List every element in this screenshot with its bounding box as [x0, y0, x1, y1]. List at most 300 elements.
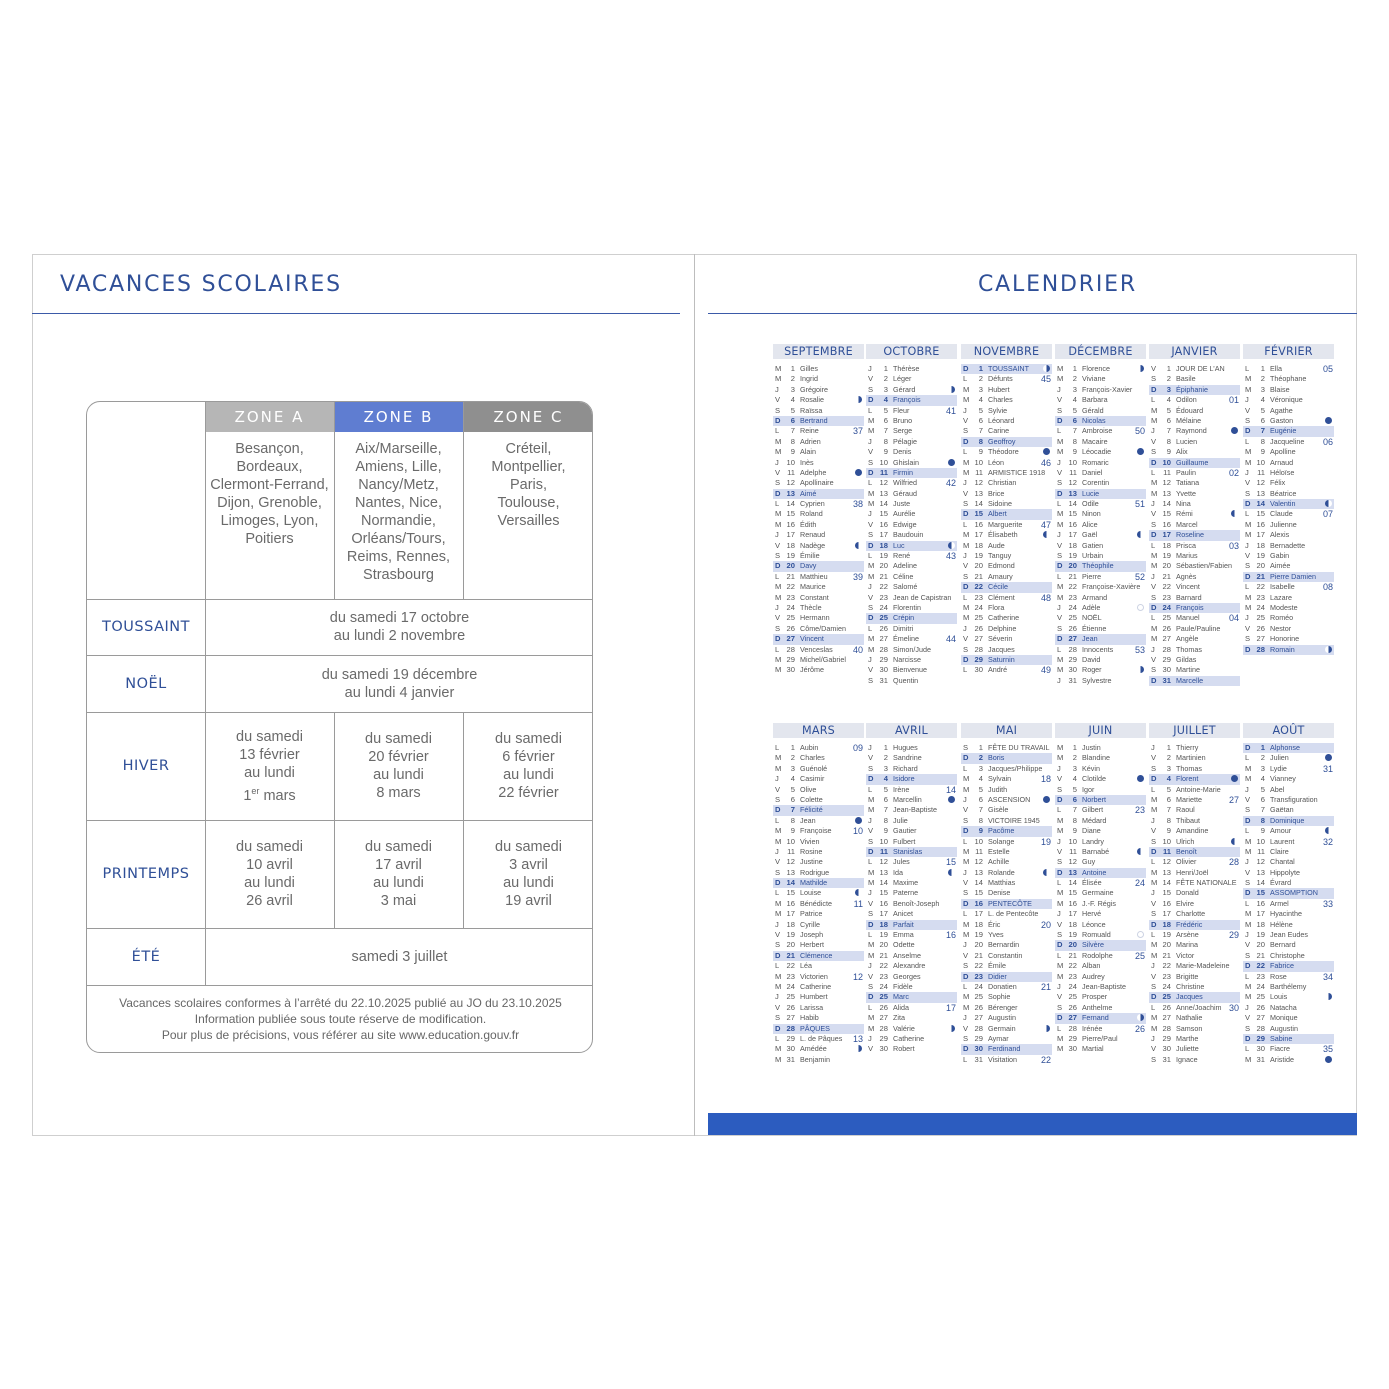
day-row [773, 520, 864, 530]
saint-name: David [1082, 654, 1101, 664]
day-row [1055, 655, 1146, 665]
day-row [961, 645, 1052, 655]
weekday-letter: M [1057, 374, 1064, 384]
saint-name: Amandine [1176, 826, 1209, 836]
day-row [961, 774, 1052, 784]
weekday-letter: M [963, 774, 970, 784]
weekday-letter: J [775, 774, 779, 784]
day-number: 6 [1072, 794, 1077, 804]
saint-name: Gilles [800, 364, 818, 373]
day-number: 12 [1068, 857, 1077, 867]
saint-name: Françoise-Xavière [1082, 582, 1141, 592]
footnote-line: Pour plus de précisions, vous référer au site www.education.gouv.fr [161, 1028, 520, 1042]
saint-name: Rodrigue [800, 867, 830, 877]
day-number: 27 [879, 634, 888, 644]
day-row [866, 458, 957, 468]
day-number: 14 [974, 499, 983, 509]
weekday-letter: J [1057, 457, 1061, 467]
weekday-letter: M [1057, 582, 1064, 592]
day-number: 15 [879, 509, 888, 519]
sunday-row [1149, 774, 1240, 784]
day-row [961, 468, 1052, 478]
saint-name: Christian [988, 478, 1017, 488]
weekday-letter: V [1245, 1013, 1251, 1023]
week-number: 30 [1228, 1002, 1239, 1013]
saint-name: Marie-Madeleine [1176, 961, 1230, 971]
weekday-letter: M [868, 426, 875, 436]
saint-name: Saturnin [988, 654, 1015, 664]
day-number: 22 [1256, 961, 1265, 971]
day-number: 21 [786, 950, 795, 960]
weekday-letter: J [963, 478, 967, 488]
day-number: 24 [1068, 602, 1077, 612]
day-row [1149, 395, 1240, 405]
saint-name: Denis [893, 447, 912, 457]
saint-name: Odile [1082, 499, 1099, 509]
weekday-letter: S [775, 478, 781, 488]
weekday-letter: S [1245, 561, 1251, 571]
saint-name: Ferdinand [988, 1044, 1021, 1054]
weekday-letter: L [1057, 499, 1062, 509]
weekday-letter: M [963, 467, 970, 477]
day-number: 16 [786, 898, 795, 908]
saint-name: Gautier [893, 826, 917, 836]
saint-name: Aimée [1270, 561, 1291, 571]
weekday-letter: S [775, 1013, 781, 1023]
saint-name: Pierre/Paul [1082, 1033, 1118, 1043]
day-row [961, 1003, 1052, 1013]
day-number: 9 [883, 826, 888, 836]
week-number: 10 [852, 826, 863, 837]
day-number: 19 [1256, 930, 1265, 940]
week-number: 23 [1134, 805, 1145, 816]
weekday-letter: D [775, 950, 781, 960]
weekday-letter: D [868, 540, 874, 550]
saint-name: Macaire [1082, 436, 1108, 446]
day-row [961, 489, 1052, 499]
day-row [1149, 582, 1240, 592]
week-number: 52 [1134, 571, 1145, 582]
saint-name: Odilon [1176, 395, 1197, 405]
day-number: 1 [790, 364, 795, 373]
month-days [1149, 364, 1240, 686]
school-holidays-table [86, 401, 593, 1053]
saint-name: Léger [893, 374, 912, 384]
month-days [1149, 743, 1240, 1065]
saint-name: Jean de Capistran [893, 592, 952, 602]
weekday-letter: J [1245, 857, 1249, 867]
saint-name: Clément [988, 592, 1015, 602]
weekday-letter: S [1151, 763, 1157, 773]
printemps-zone-a: du samedi 10 avril au lundi 26 avril [236, 839, 303, 909]
day-number: 12 [974, 857, 983, 867]
weekday-letter: L [868, 623, 873, 633]
saint-name: Benoît-Joseph [893, 898, 940, 908]
saint-name: Fernand [1082, 1013, 1109, 1023]
saint-name: Constant [800, 592, 829, 602]
saint-name: Ambroise [1082, 426, 1113, 436]
saint-name: Défunts [988, 374, 1013, 384]
day-number: 7 [978, 426, 983, 436]
weekday-letter: J [1057, 763, 1061, 773]
saint-name: Arsène [1176, 930, 1199, 940]
day-number: 31 [1256, 1054, 1265, 1064]
day-row [1149, 1003, 1240, 1013]
weekday-letter: L [1057, 950, 1062, 960]
saint-name: Honorine [1270, 634, 1300, 644]
weekday-letter: S [963, 1033, 969, 1043]
saint-name: Gaston [1270, 415, 1294, 425]
day-row [1055, 826, 1146, 836]
month-header: FÉVRIER [1243, 344, 1334, 359]
day-row [1149, 447, 1240, 457]
weekday-letter: L [775, 426, 780, 436]
day-number: 25 [1068, 992, 1077, 1002]
weekday-letter: D [1245, 888, 1251, 898]
saint-name: Rémi [1176, 509, 1193, 519]
day-row [1243, 1055, 1334, 1065]
day-number: 7 [790, 805, 795, 815]
month-days [961, 743, 1052, 1065]
day-number: 29 [1162, 654, 1171, 664]
month-header: AOÛT [1243, 723, 1334, 738]
hiver-label: HIVER [122, 758, 170, 774]
day-number: 5 [1072, 784, 1077, 794]
weekday-letter: D [1151, 992, 1157, 1002]
day-row [773, 847, 864, 857]
saint-name: Jean [1082, 634, 1098, 644]
moon-phase-icon [948, 869, 955, 876]
weekday-letter: L [775, 1033, 780, 1043]
day-number: 23 [1162, 971, 1171, 981]
day-number: 18 [879, 540, 888, 550]
saint-name: Simon/Jude [893, 644, 931, 654]
sunday-row [1243, 645, 1334, 655]
day-number: 7 [978, 805, 983, 815]
moon-phase-icon [948, 1025, 955, 1032]
weekday-letter: M [1245, 919, 1252, 929]
day-number: 5 [1166, 784, 1171, 794]
day-row [1055, 613, 1146, 623]
saint-name: Larissa [800, 1002, 824, 1012]
saint-name: Adrien [800, 436, 821, 446]
weekday-letter: V [868, 374, 874, 384]
day-row [961, 374, 1052, 384]
day-number: 26 [1256, 1002, 1265, 1012]
day-number: 8 [883, 436, 888, 446]
weekday-letter: J [1057, 602, 1061, 612]
saint-name: Paule/Pauline [1176, 623, 1221, 633]
day-row [961, 603, 1052, 613]
day-row [866, 499, 957, 509]
weekday-letter: J [963, 1013, 967, 1023]
day-row [1149, 551, 1240, 561]
zone-b-header: ZONE B [334, 402, 463, 432]
day-number: 6 [978, 415, 983, 425]
day-row [1149, 930, 1240, 940]
saint-name: Geoffroy [988, 436, 1016, 446]
day-number: 27 [1162, 634, 1171, 644]
day-row [1055, 499, 1146, 509]
saint-name: Albert [988, 509, 1007, 519]
saint-name: Roméo [1270, 613, 1294, 623]
day-row [1055, 395, 1146, 405]
day-number: 28 [1256, 644, 1265, 654]
day-row [773, 603, 864, 613]
saint-name: Elvire [1176, 898, 1194, 908]
day-row [1243, 857, 1334, 867]
saint-name: Christophe [1270, 950, 1305, 960]
saint-name: Donatien [988, 981, 1017, 991]
weekday-letter: S [1245, 878, 1251, 888]
weekday-letter: M [775, 763, 782, 773]
saint-name: Thierry [1176, 743, 1199, 752]
day-number: 26 [1068, 1002, 1077, 1012]
day-row [866, 816, 957, 826]
day-row [961, 878, 1052, 888]
day-row [1243, 992, 1334, 1002]
saint-name: Alban [1082, 961, 1101, 971]
day-row [1149, 940, 1240, 950]
weekday-letter: L [963, 374, 968, 384]
saint-name: Sébastien/Fabien [1176, 561, 1232, 571]
day-number: 24 [879, 981, 888, 991]
weekday-letter: V [868, 826, 874, 836]
weekday-letter: J [1057, 909, 1061, 919]
day-number: 18 [1068, 919, 1077, 929]
saint-name: Agnès [1176, 571, 1197, 581]
day-number: 22 [1256, 582, 1265, 592]
weekday-letter: V [1245, 623, 1251, 633]
weekday-letter: J [1151, 426, 1155, 436]
saint-name: Théodore [988, 447, 1019, 457]
sunday-row [773, 1024, 864, 1034]
weekday-letter: S [1245, 415, 1251, 425]
day-number: 20 [786, 940, 795, 950]
saint-name: Daniel [1082, 467, 1103, 477]
weekday-letter: D [775, 561, 781, 571]
day-number: 18 [1256, 919, 1265, 929]
day-number: 25 [1162, 613, 1171, 623]
weekday-letter: S [963, 571, 969, 581]
weekday-letter: V [1151, 753, 1157, 763]
day-row [866, 1013, 957, 1023]
saint-name: Amédée [800, 1044, 827, 1054]
saint-name: Hubert [988, 384, 1010, 394]
weekday-letter: L [1057, 805, 1062, 815]
day-row [1055, 385, 1146, 395]
saint-name: Jean [800, 815, 816, 825]
day-number: 27 [974, 634, 983, 644]
weekday-letter: S [868, 530, 874, 540]
saint-name: Clémence [800, 950, 833, 960]
month-days [1243, 743, 1334, 1065]
week-number: 01 [1228, 395, 1239, 406]
day-number: 25 [1256, 992, 1265, 1002]
saint-name: Évrard [1270, 878, 1292, 888]
day-number: 1 [1166, 364, 1171, 373]
weekday-letter: V [1245, 405, 1251, 415]
saint-name: Silvère [1082, 940, 1104, 950]
day-number: 24 [1068, 981, 1077, 991]
day-number: 23 [1256, 592, 1265, 602]
day-row [866, 437, 957, 447]
day-row [866, 489, 957, 499]
day-number: 5 [883, 784, 888, 794]
day-number: 11 [879, 846, 888, 856]
weekday-letter: D [868, 467, 874, 477]
saint-name: Jean-Baptiste [1082, 981, 1126, 991]
saint-name: Diane [1082, 826, 1101, 836]
day-number: 31 [786, 1054, 795, 1064]
weekday-letter: M [775, 447, 782, 457]
sunday-row [1243, 426, 1334, 436]
day-row [866, 826, 957, 836]
sunday-row [866, 468, 957, 478]
weekday-letter: M [963, 457, 970, 467]
day-number: 13 [879, 488, 888, 498]
day-number: 24 [786, 602, 795, 612]
day-row [1055, 878, 1146, 888]
weekday-letter: J [963, 623, 967, 633]
day-number: 12 [974, 478, 983, 488]
weekday-letter: J [1151, 499, 1155, 509]
day-number: 14 [1256, 878, 1265, 888]
day-number: 30 [1068, 665, 1077, 675]
saint-name: Hermann [800, 613, 830, 623]
day-number: 21 [1162, 571, 1171, 581]
day-row [1055, 920, 1146, 930]
day-row [961, 930, 1052, 940]
saint-name: Amour [1270, 826, 1292, 836]
day-number: 21 [1256, 950, 1265, 960]
day-number: 10 [1162, 457, 1171, 467]
day-number: 16 [1256, 898, 1265, 908]
day-number: 28 [1068, 644, 1077, 654]
saint-name: Maurice [800, 582, 826, 592]
moon-phase-icon [1137, 365, 1144, 372]
day-number: 3 [790, 384, 795, 394]
weekday-letter: S [1245, 805, 1251, 815]
day-number: 12 [1162, 857, 1171, 867]
weekday-letter: L [775, 644, 780, 654]
day-row [1243, 920, 1334, 930]
saint-name: Ingrid [800, 374, 818, 384]
day-number: 3 [883, 763, 888, 773]
week-number: 06 [1322, 436, 1333, 447]
day-number: 24 [879, 602, 888, 612]
day-number: 16 [1256, 519, 1265, 529]
day-row [961, 520, 1052, 530]
week-number: 42 [945, 478, 956, 489]
sunday-row [866, 774, 957, 784]
weekday-letter: L [775, 571, 780, 581]
weekday-letter: V [775, 467, 781, 477]
weekday-letter: D [868, 919, 874, 929]
saint-name: Romain [1270, 644, 1295, 654]
weekday-letter: D [868, 774, 874, 784]
ete-label: ÉTÉ [131, 948, 161, 965]
day-number: 12 [1256, 857, 1265, 867]
weekday-letter: S [963, 743, 969, 752]
day-row [1149, 1055, 1240, 1065]
saint-name: Denise [988, 888, 1011, 898]
weekday-letter: J [1057, 675, 1061, 685]
left-title-rule [32, 313, 680, 314]
saint-name: Apollinaire [800, 478, 834, 488]
day-number: 28 [879, 1023, 888, 1033]
sunday-row [1055, 416, 1146, 426]
saint-name: Véronique [1270, 395, 1303, 405]
weekday-letter: M [1245, 384, 1252, 394]
day-number: 26 [974, 623, 983, 633]
day-row [866, 624, 957, 634]
weekday-letter: V [1151, 509, 1157, 519]
day-number: 1 [790, 743, 795, 752]
weekday-letter: L [775, 815, 780, 825]
weekday-letter: V [1057, 467, 1063, 477]
weekday-letter: D [1151, 846, 1157, 856]
day-number: 2 [1072, 753, 1077, 763]
day-number: 14 [1068, 878, 1077, 888]
saint-name: Roger [1082, 665, 1102, 675]
day-row [1149, 837, 1240, 847]
saint-name: André [988, 665, 1008, 675]
day-number: 30 [974, 665, 983, 675]
weekday-letter: M [1245, 1054, 1252, 1064]
weekday-letter: M [775, 519, 782, 529]
weekday-letter: J [1245, 395, 1249, 405]
day-row [1055, 603, 1146, 613]
day-number: 7 [883, 426, 888, 436]
saint-name: Roseline [1176, 530, 1204, 540]
weekday-letter: L [1057, 1023, 1062, 1033]
day-row [961, 395, 1052, 405]
day-number: 15 [1162, 888, 1171, 898]
saint-name: Léa [800, 961, 812, 971]
saint-name: Urbain [1082, 551, 1104, 561]
weekday-letter: S [868, 763, 874, 773]
day-row [773, 447, 864, 457]
weekday-letter: S [1057, 784, 1063, 794]
weekday-letter: M [963, 857, 970, 867]
weekday-letter: J [868, 961, 872, 971]
day-number: 9 [1072, 826, 1077, 836]
day-row [1149, 764, 1240, 774]
weekday-letter: S [1151, 981, 1157, 991]
weekday-letter: L [775, 499, 780, 509]
day-row [961, 624, 1052, 634]
day-row [866, 1044, 957, 1054]
day-row [773, 1034, 864, 1044]
weekday-letter: L [963, 665, 968, 675]
saint-name: Estelle [988, 846, 1010, 856]
month-header: MARS [773, 723, 864, 738]
week-number: 32 [1322, 836, 1333, 847]
saint-name: Antoine-Marie [1176, 784, 1221, 794]
day-number: 23 [1162, 592, 1171, 602]
sunday-row [1055, 489, 1146, 499]
saint-name: FÊTE NATIONALE [1176, 878, 1237, 888]
day-number: 18 [1256, 540, 1265, 550]
day-row [1055, 930, 1146, 940]
saint-name: Eugénie [1270, 426, 1297, 436]
weekday-letter: J [868, 743, 872, 752]
day-row [961, 561, 1052, 571]
saint-name: Luc [893, 540, 905, 550]
weekday-letter: M [963, 540, 970, 550]
day-number: 26 [879, 623, 888, 633]
